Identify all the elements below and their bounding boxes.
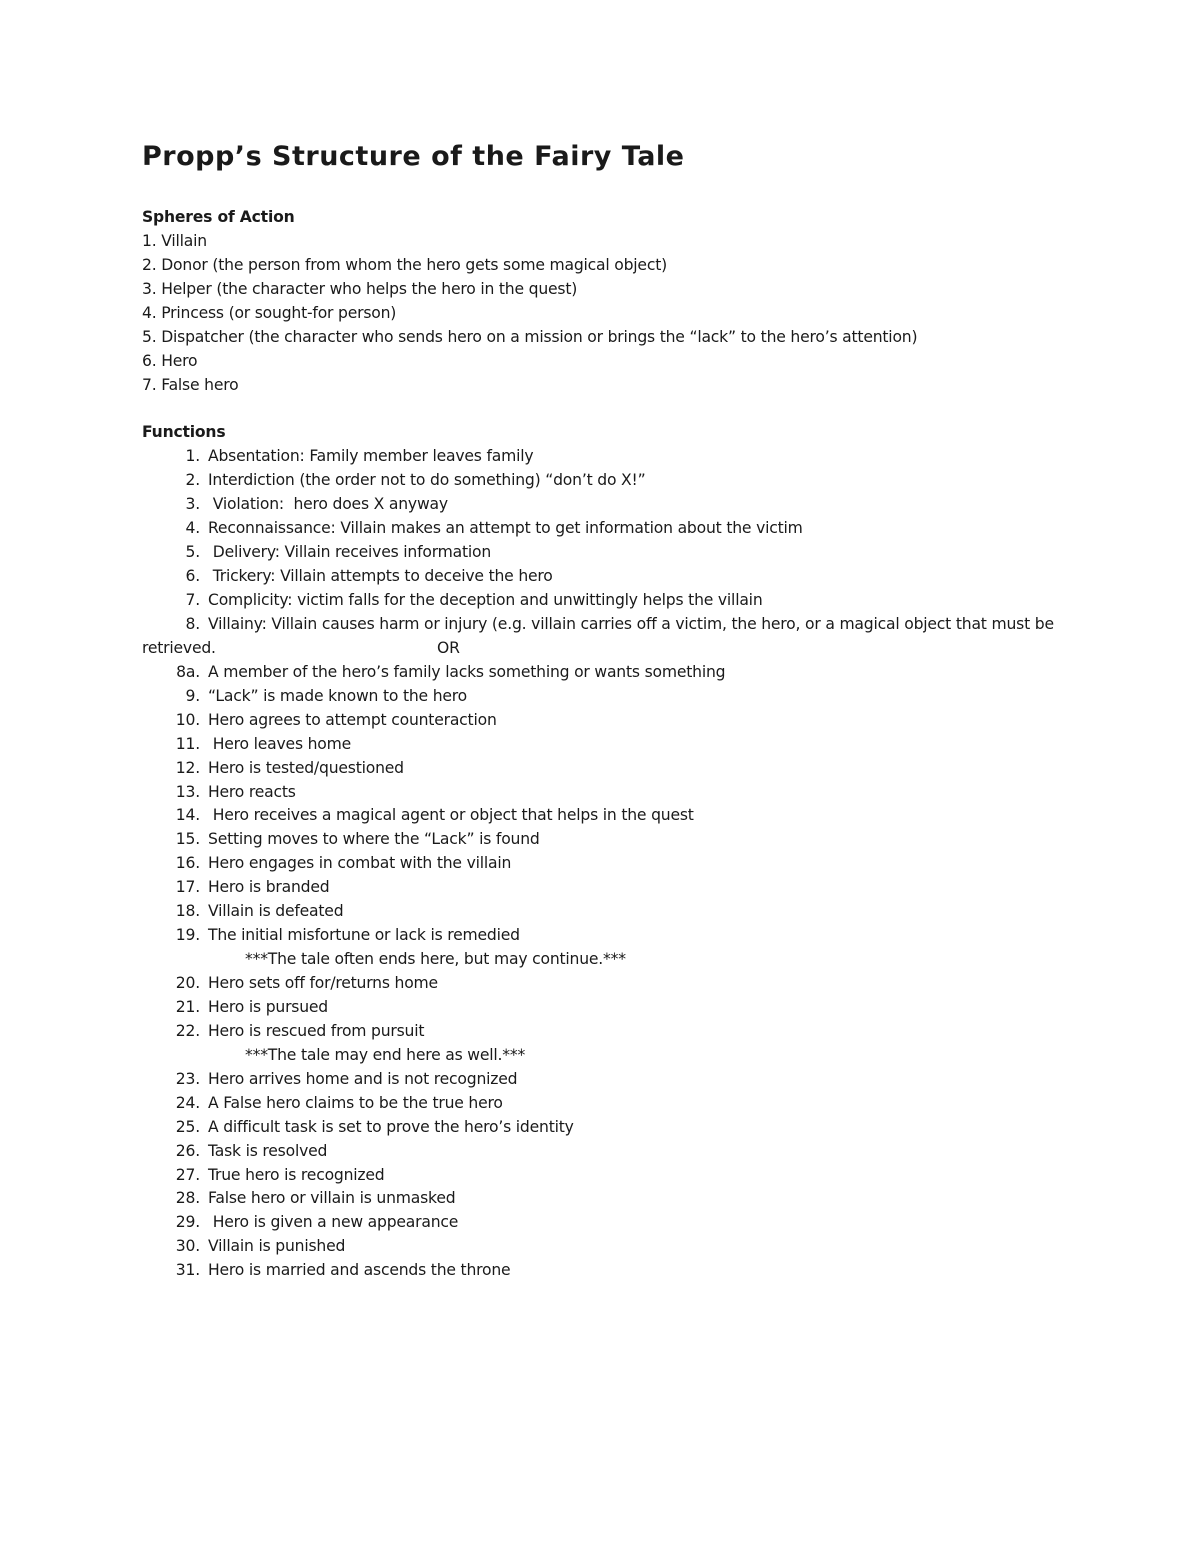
function-item	[142, 852, 1082, 876]
function-number: 21.	[175, 997, 200, 1016]
function-item	[142, 1020, 1082, 1044]
function-item	[142, 828, 1082, 852]
function-item	[142, 804, 1082, 828]
function-item	[142, 1259, 1082, 1283]
function-item	[142, 900, 1082, 924]
function-number: 23.	[175, 1069, 200, 1088]
function-text: Hero arrives home and is not recognized	[208, 1069, 518, 1088]
function-item	[142, 996, 1082, 1020]
sphere-item: 5. Dispatcher (the character who sends hero on a mission or brings the “lack” to the hero’s attention)	[142, 327, 918, 346]
function-item	[142, 1187, 1082, 1211]
spacer	[142, 398, 1082, 422]
document-body	[142, 206, 1082, 1283]
function-number: 20.	[175, 974, 200, 993]
function-number: 13.	[175, 782, 200, 801]
function-item	[142, 1116, 1082, 1140]
function-number: 15.	[175, 830, 200, 849]
page-title: Propp’s Structure of the Fairy Tale	[142, 141, 685, 172]
function-item	[142, 493, 1082, 517]
function-text: Reconnaissance: Villain makes an attempt to get information about the victim	[208, 519, 803, 538]
function-item	[142, 685, 1082, 709]
function-text: A member of the hero’s family lacks something or wants something	[208, 662, 726, 681]
function-number: 26.	[175, 1141, 200, 1160]
function-item	[142, 1092, 1082, 1116]
tale-note: ***The tale often ends here, but may continue.***	[245, 950, 626, 969]
function-number: 22.	[175, 1021, 200, 1040]
function-number: 8a.	[176, 662, 200, 681]
function-text: A False hero claims to be the true hero	[208, 1093, 503, 1112]
function-item	[142, 876, 1082, 900]
function-number: 5.	[185, 543, 200, 562]
function-text: Violation: hero does X anyway	[208, 495, 448, 514]
function-item	[142, 924, 1082, 948]
function-number: 4.	[185, 519, 200, 538]
function-number: 28.	[175, 1189, 200, 1208]
function-number: 8.	[185, 614, 200, 633]
function-number: 6.	[185, 567, 200, 586]
function-text: Hero receives a magical agent or object that helps in the quest	[208, 806, 694, 825]
sphere-item: 7. False hero	[142, 375, 239, 394]
function-item	[142, 1235, 1082, 1259]
function-number: 16.	[175, 854, 200, 873]
spheres-heading: Spheres of Action	[142, 208, 295, 226]
function-number: 27.	[175, 1165, 200, 1184]
function-item	[142, 445, 1082, 469]
function-text: Hero is married and ascends the throne	[208, 1261, 511, 1280]
function-text: True hero is recognized	[208, 1165, 385, 1184]
function-item	[142, 1211, 1082, 1235]
function-number: 12.	[175, 758, 200, 777]
function-item	[142, 709, 1082, 733]
function-text: Hero is given a new appearance	[208, 1213, 459, 1232]
function-text: Villain is defeated	[208, 902, 344, 921]
function-item	[142, 972, 1082, 996]
function-text: Hero sets off for/returns home	[208, 974, 438, 993]
function-item	[142, 733, 1082, 757]
sphere-item: 1. Villain	[142, 231, 207, 250]
function-number: 24.	[175, 1093, 200, 1112]
functions-heading: Functions	[142, 423, 226, 442]
function-item	[142, 1068, 1082, 1092]
function-number: 19.	[175, 926, 200, 945]
function-item	[142, 781, 1082, 805]
function-number: 31.	[175, 1261, 200, 1280]
function-number: 2.	[185, 471, 200, 490]
function-item	[142, 757, 1082, 781]
function-text: Complicity: victim falls for the deception and unwittingly helps the villain	[208, 591, 763, 609]
or-text: OR	[437, 638, 460, 657]
or-separator	[142, 637, 1082, 661]
function-item	[142, 1164, 1082, 1188]
function-item	[142, 565, 1082, 589]
function-text: Hero engages in combat with the villain	[208, 854, 512, 873]
function-text: Hero leaves home	[208, 734, 352, 753]
function-text: Hero reacts	[208, 782, 296, 801]
function-item	[142, 541, 1082, 565]
function-number: 14.	[175, 806, 200, 825]
function-item	[142, 589, 1082, 613]
function-number: 7.	[185, 591, 200, 609]
function-text: Hero agrees to attempt counteraction	[208, 710, 497, 729]
function-number: 1.	[185, 447, 200, 466]
function-item	[142, 661, 1082, 685]
function-text: Hero is pursued	[208, 997, 328, 1016]
function-item	[142, 517, 1082, 541]
sphere-item: 3. Helper (the character who helps the hero in the quest)	[142, 279, 578, 298]
function-number: 3.	[185, 495, 200, 514]
function-number: 11.	[175, 734, 200, 753]
sphere-item: 4. Princess (or sought-for person)	[142, 303, 397, 322]
function-item	[142, 1140, 1082, 1164]
function-text: Trickery: Villain attempts to deceive the hero	[208, 567, 553, 586]
function-text: Hero is rescued from pursuit	[208, 1021, 425, 1040]
function-text: Villain is punished	[208, 1237, 346, 1256]
function-text: False hero or villain is unmasked	[208, 1189, 456, 1208]
tale-note: ***The tale may end here as well.***	[245, 1045, 526, 1064]
function-text: “Lack” is made known to the hero	[208, 686, 467, 705]
function-text: Interdiction (the order not to do something) “don’t do X!”	[208, 471, 646, 490]
sphere-item: 2. Donor (the person from whom the hero gets some magical object)	[142, 255, 667, 274]
function-number: 9.	[185, 686, 200, 705]
function-text: Task is resolved	[208, 1141, 328, 1160]
function-number: 29.	[175, 1213, 200, 1232]
function-text: The initial misfortune or lack is remedied	[208, 926, 520, 945]
function-text: Setting moves to where the “Lack” is found	[208, 830, 540, 849]
function-number: 18.	[175, 902, 200, 921]
function-number: 25.	[175, 1117, 200, 1136]
sphere-item: 6. Hero	[142, 351, 198, 370]
function-text: Hero is branded	[208, 878, 330, 897]
function-text: Delivery: Villain receives information	[208, 543, 492, 562]
function-number: 30.	[175, 1237, 200, 1256]
function-number: 17.	[175, 878, 200, 897]
function-number: 10.	[175, 710, 200, 729]
function-text: Absentation: Family member leaves family	[208, 447, 534, 466]
function-item	[142, 469, 1082, 493]
function-text: Hero is tested/questioned	[208, 758, 404, 777]
function-text: Villainy: Villain causes harm or injury (e.g. villain carries off a victim, the hero, or a magical object that must be retrieved.	[142, 614, 1054, 657]
function-text: A difficult task is set to prove the hero’s identity	[208, 1117, 574, 1136]
